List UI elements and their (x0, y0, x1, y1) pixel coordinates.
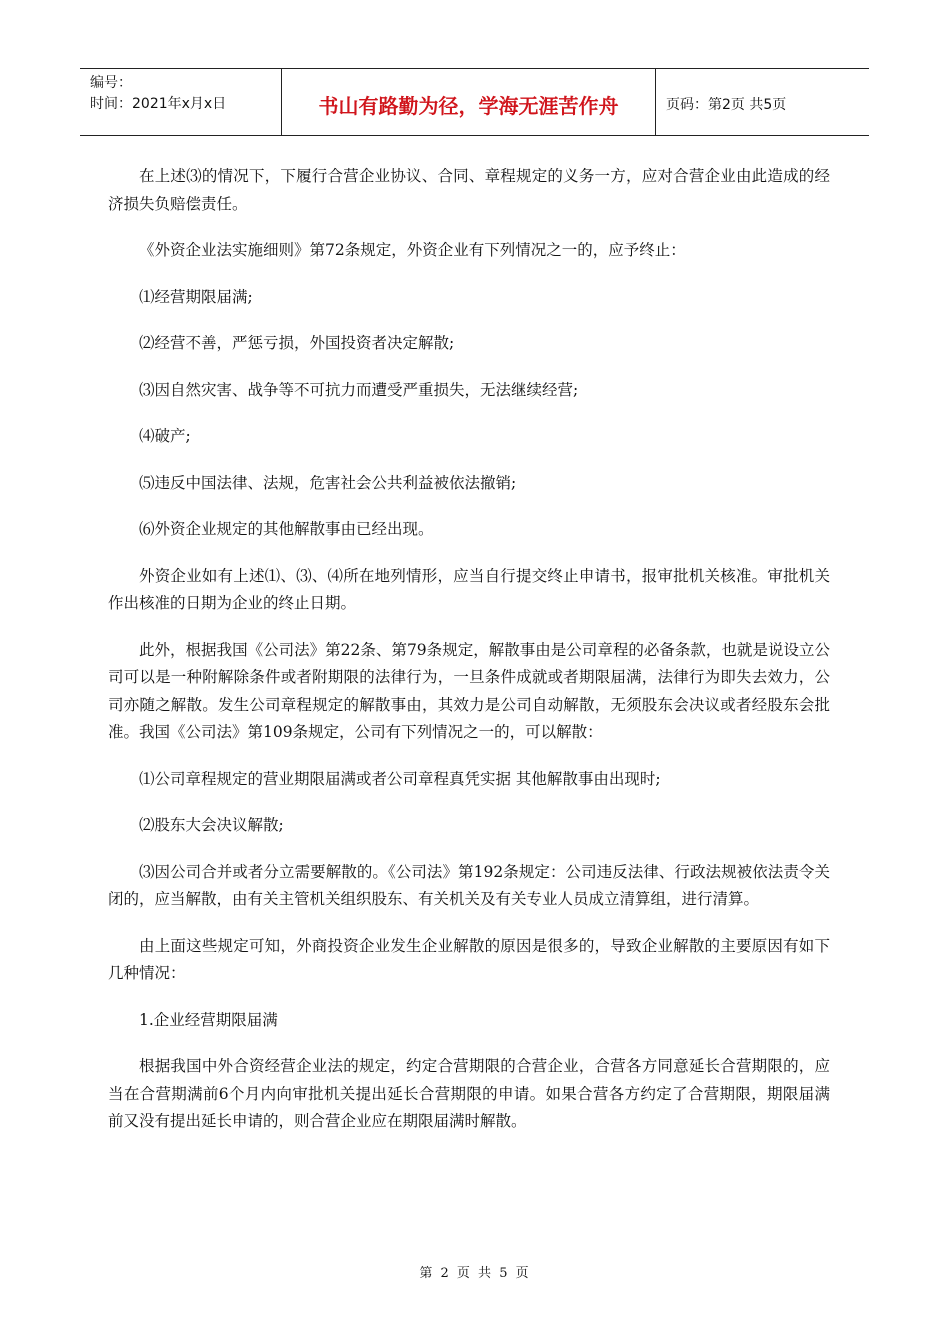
list-item: ⑵股东大会决议解散; (139, 816, 284, 834)
paragraph: 《外资企业法实施细则》第72条规定，外资企业有下列情况之一的，应予终止： (139, 241, 686, 259)
list-item: ⑵经营不善，严惩亏损，外国投资者决定解散; (139, 334, 455, 352)
list-item: ⑹外资企业规定的其他解散事由已经出现。 (139, 520, 434, 538)
document-body (108, 163, 830, 1155)
paragraph: 由上面这些规定可知，外商投资企业发生企业解散的原因是很多的，导致企业解散的主要原因有如下几种情况： (108, 936, 830, 982)
document-time-label: 时间：2021年x月x日 (90, 96, 227, 112)
list-item: ⑷破产; (139, 427, 191, 445)
paragraph: ⑶因公司合并或者分立需要解散的。《公司法》第192条规定：公司违反法律、行政法规被依法责令关闭的，应当解散，由有关主管机关组织股东、有关机关及有关专业人员成立清算组，进行清算。 (108, 862, 830, 908)
list-item: ⑶因自然灾害、战争等不可抗力而遭受严重损失，无法继续经营; (139, 380, 579, 399)
paragraph: 此外，根据我国《公司法》第22条、第79条规定，解散事由是公司章程的必备条款，也就是说设立公司可以是一种附解除条件或者附期限的法律行为，一旦条件成就或者期限届满，法律行为即失去效力，公司亦随之解散。发生公司章程规定的解散事由，其效力是公司自动解散，无须股东会决议或者经股东会批准。我国《公司法》第109条规定，公司有下列情况之一的，可以解散： (108, 640, 830, 741)
header-motto: 书山有路勤为径，学海无涯苦作舟 (282, 69, 656, 135)
paragraph: 在上述⑶的情况下，下履行合营企业协议、合同、章程规定的义务一方，应对合营企业由此造成的经济损失负赔偿责任。 (108, 167, 830, 213)
page-footer: 第 2 页 共 5 页 (419, 1266, 531, 1281)
list-item: ⑴经营期限届满; (139, 287, 253, 306)
header-page-label: 页码：第2页 共5页 (666, 97, 787, 113)
header-meta (80, 69, 282, 135)
list-item: ⑸违反中国法律、法规，危害社会公共利益被依法撤销; (139, 473, 517, 492)
paragraph: 外资企业如有上述⑴、⑶、⑷所在地列情形，应当自行提交终止申请书，报审批机关核准。审批机关作出核准的日期为企业的终止日期。 (108, 566, 830, 612)
list-item: ⑴公司章程规定的营业期限届满或者公司章程真凭实据 其他解散事由出现时; (139, 769, 661, 788)
paragraph: 根据我国中外合资经营企业法的规定，约定合营期限的合营企业，合营各方同意延长合营期限的，应当在合营期满前6个月内向审批机关提出延长合营期限的申请。如果合营各方约定了合营期限，期限届满前又没有提出延长申请的，则合营企业应在期限届满时解散。 (108, 1057, 830, 1130)
section-heading: 1.企业经营期限届满 (139, 1010, 278, 1029)
page-header (80, 68, 869, 136)
document-number-label: 编号： (90, 75, 132, 91)
